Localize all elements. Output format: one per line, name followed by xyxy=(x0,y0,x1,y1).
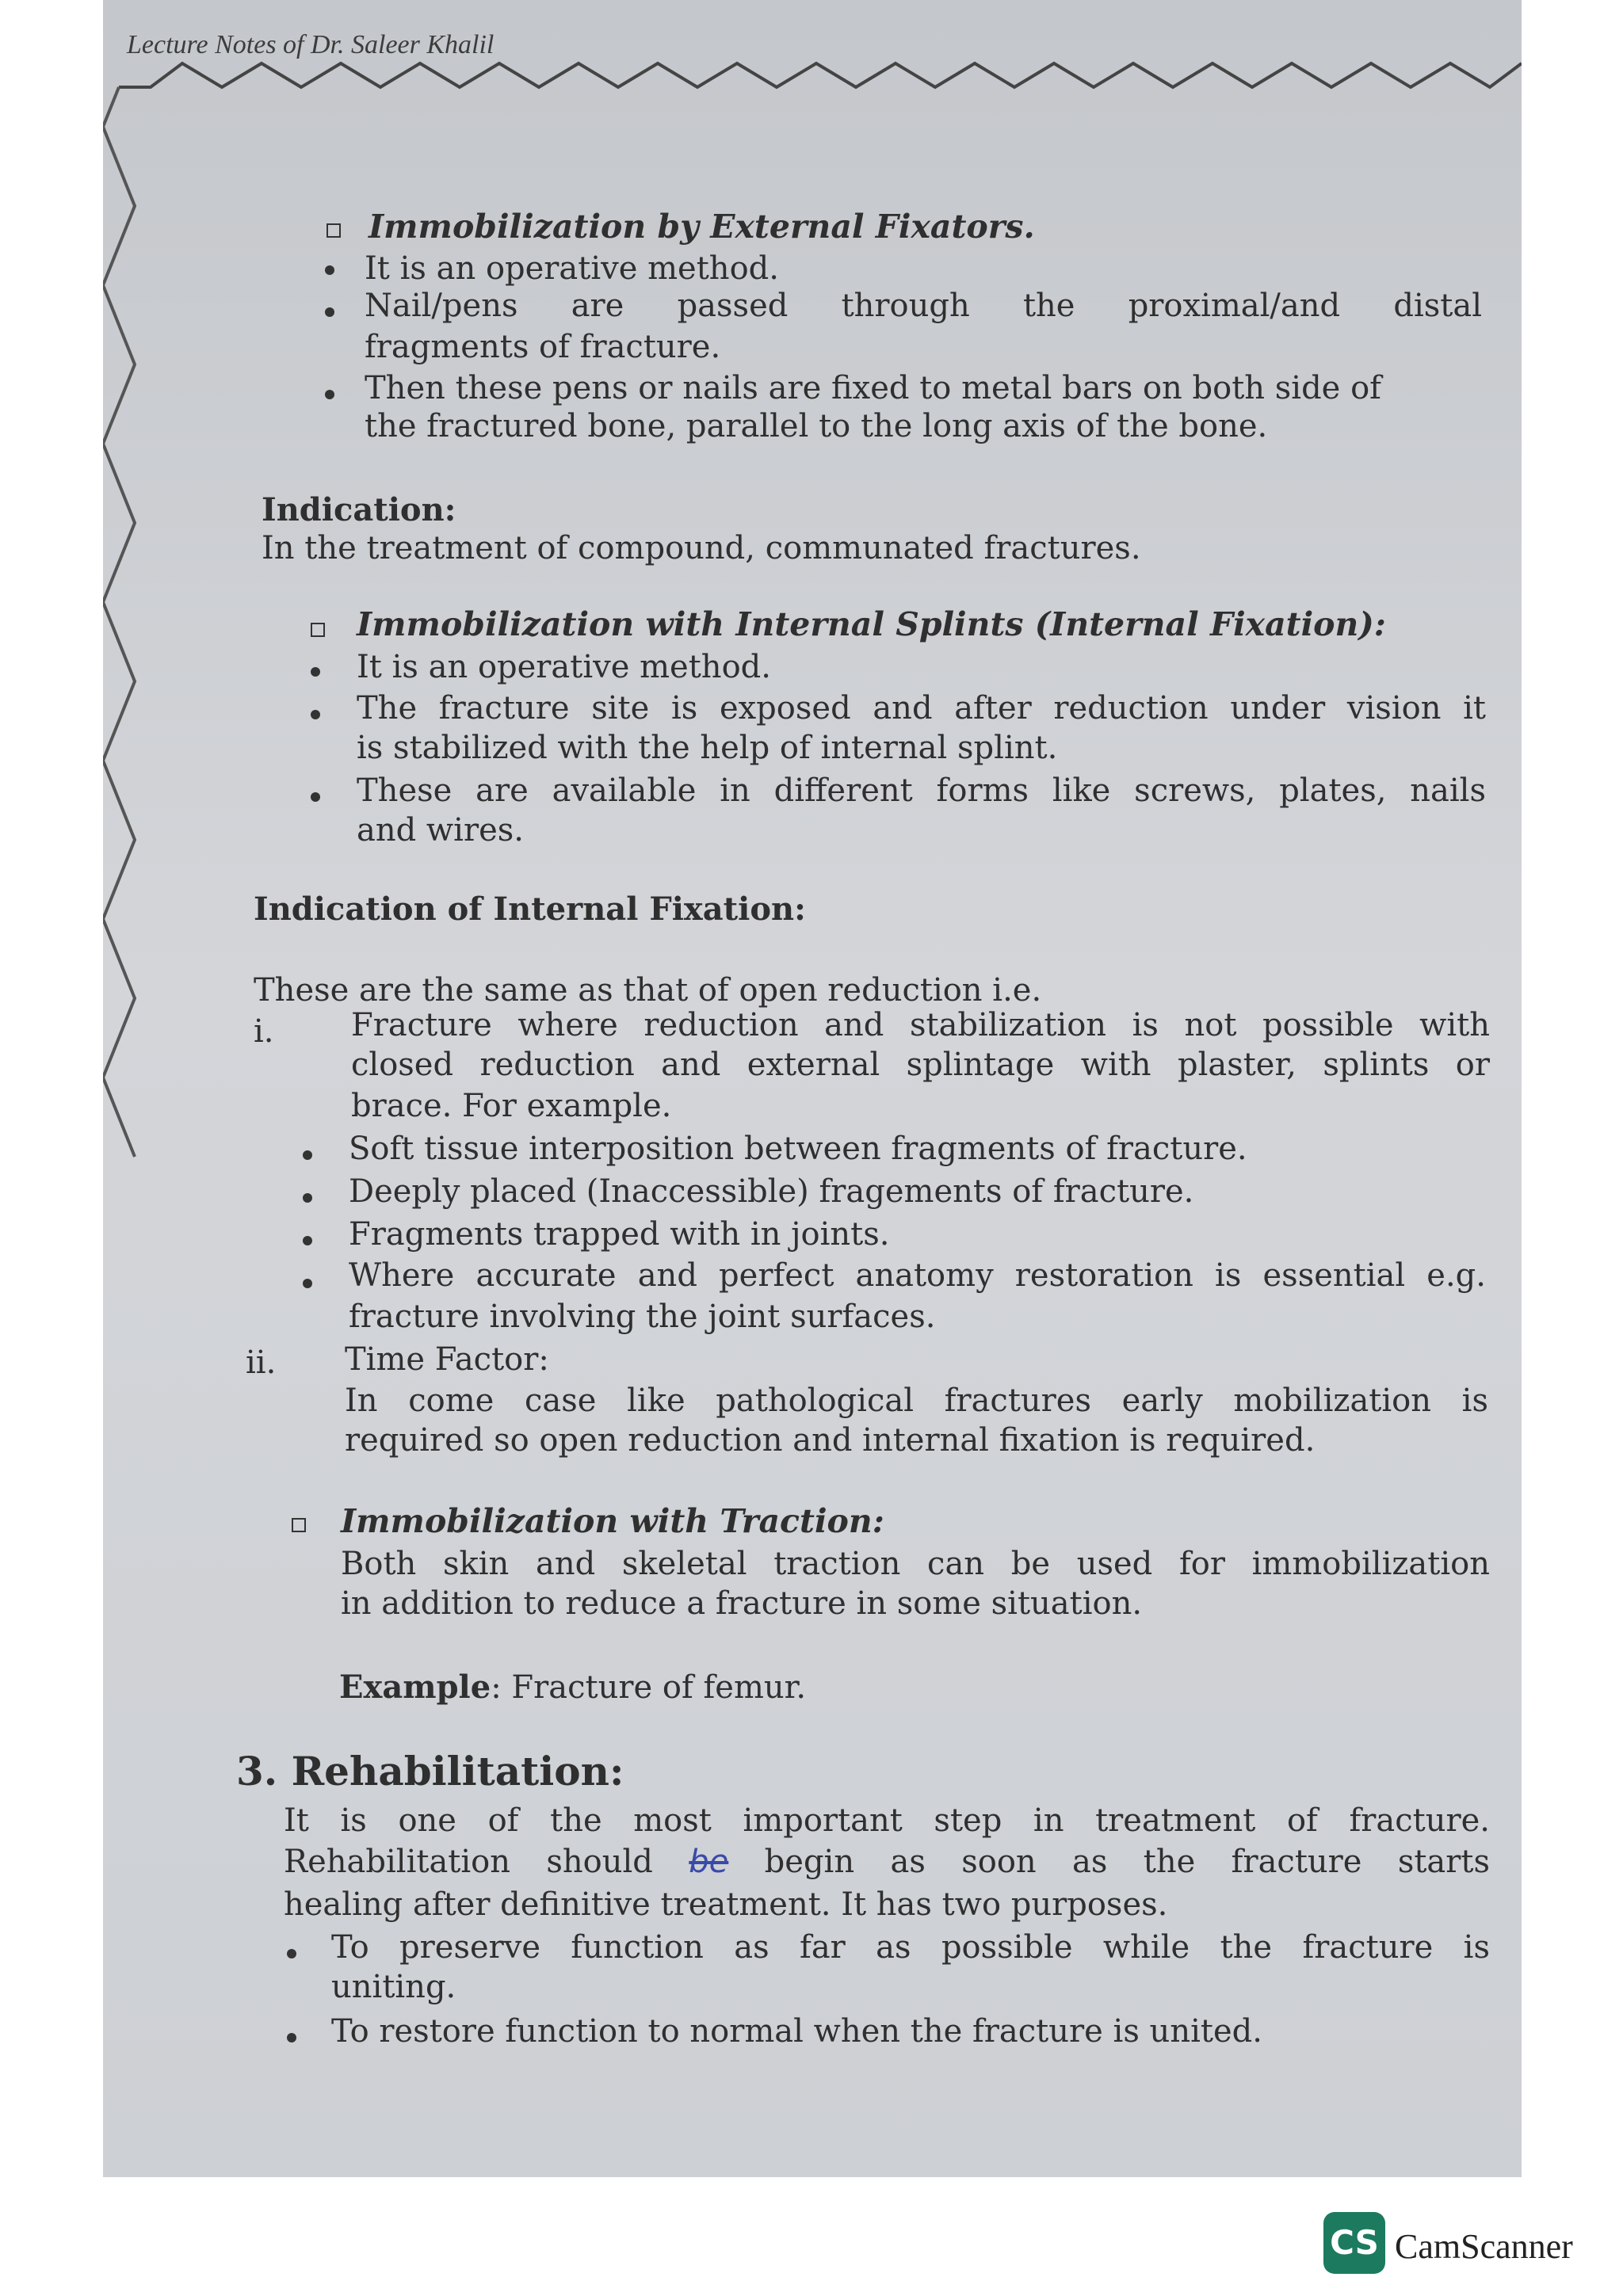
item-ii-title: Time Factor: xyxy=(345,1341,549,1378)
heading-external-fixators: Immobilization by External Fixators. xyxy=(369,208,1035,246)
checkbox-bullet-icon xyxy=(327,223,341,238)
internal-bullet-3-line1: These are available in different forms like screws, plates, nails xyxy=(357,772,1486,809)
internal-bullet-3-line2: and wires. xyxy=(357,812,524,849)
camscanner-brand: CamScanner xyxy=(1395,2227,1573,2266)
scanned-page xyxy=(103,0,1522,2177)
camscanner-logo-icon: CS xyxy=(1323,2212,1385,2274)
sub-bullet-3: Fragments trapped with in joints. xyxy=(349,1216,890,1253)
item-ii-line2: required so open reduction and internal fixation is required. xyxy=(345,1422,1316,1459)
external-bullet-2-line1: Nail/pens are passed through the proximal/and distal xyxy=(365,288,1482,324)
bullet-icon xyxy=(287,2033,296,2042)
roman-numeral-i: i. xyxy=(254,1013,274,1050)
heading-indication: Indication: xyxy=(262,491,456,528)
bullet-icon xyxy=(325,265,334,275)
item-ii-line1: In come case like pathological fractures early mobilization is xyxy=(345,1383,1488,1419)
handwritten-correction: be xyxy=(689,1844,729,1880)
internal-bullet-2-line2: is stabilized with the help of internal splint. xyxy=(357,730,1058,766)
left-zigzag-border xyxy=(103,87,135,1157)
bullet-icon xyxy=(303,1150,312,1160)
checkbox-bullet-icon xyxy=(311,623,325,637)
bullet-icon xyxy=(287,1949,296,1958)
external-bullet-3-line1: Then these pens or nails are fixed to metal bars on both side of xyxy=(365,370,1381,406)
rehab-bullet-1-line1: To preserve function as far as possible while the fracture is xyxy=(331,1929,1490,1966)
bullet-icon xyxy=(303,1236,312,1245)
item-i-line2: closed reduction and external splintage with plaster, splints or xyxy=(351,1047,1490,1083)
bullet-icon xyxy=(303,1193,312,1203)
example-label: Example xyxy=(339,1669,491,1706)
external-bullet-1: It is an operative method. xyxy=(365,250,779,287)
top-zigzag-border xyxy=(119,63,1522,87)
example-text: : Fracture of femur. xyxy=(491,1669,807,1706)
bullet-icon xyxy=(311,792,320,802)
rehab-line2-a: Rehabilitation should xyxy=(284,1844,653,1880)
bullet-icon xyxy=(325,390,334,399)
sub-bullet-2: Deeply placed (Inaccessible) fragements of fracture. xyxy=(349,1173,1194,1210)
rehab-line2-b: begin as soon as the fracture starts xyxy=(764,1844,1491,1880)
external-bullet-2-line2: fragments of fracture. xyxy=(365,329,721,365)
heading-indication-internal: Indication of Internal Fixation: xyxy=(254,891,806,928)
item-i-line1: Fracture where reduction and stabilization is not possible with xyxy=(351,1007,1490,1043)
bullet-icon xyxy=(303,1279,312,1288)
roman-numeral-ii: ii. xyxy=(246,1344,277,1381)
bullet-icon xyxy=(325,307,334,317)
external-bullet-3-line2: the fractured bone, parallel to the long axis of the bone. xyxy=(365,408,1268,444)
bullet-icon xyxy=(311,710,320,719)
internal-indication-intro: These are the same as that of open reduction i.e. xyxy=(254,972,1042,1009)
internal-bullet-2-line1: The fracture site is exposed and after reduction under vision it xyxy=(357,690,1486,727)
traction-line1: Both skin and skeletal traction can be used for immobilization xyxy=(341,1546,1490,1582)
example-line xyxy=(339,1669,806,1707)
rehab-line1: It is one of the most important step in treatment of fracture. xyxy=(284,1802,1490,1839)
internal-bullet-1: It is an operative method. xyxy=(357,649,771,685)
rehab-bullet-2: To restore function to normal when the fracture is united. xyxy=(331,2013,1262,2050)
checkbox-bullet-icon xyxy=(292,1518,306,1532)
traction-line2: in addition to reduce a fracture in some situation. xyxy=(341,1585,1143,1622)
item-i-line3: brace. For example. xyxy=(351,1088,672,1124)
sub-bullet-4-line1: Where accurate and perfect anatomy restoration is essential e.g. xyxy=(349,1257,1486,1294)
rehab-line2 xyxy=(284,1843,1490,1881)
header-title: Lecture Notes of Dr. Saleer Khalil xyxy=(127,30,495,59)
indication-text: In the treatment of compound, communated fractures. xyxy=(262,530,1141,566)
heading-rehabilitation: 3. Rehabilitation: xyxy=(236,1748,624,1794)
heading-internal-splints: Immobilization with Internal Splints (Internal Fixation): xyxy=(357,605,1386,643)
bullet-icon xyxy=(311,667,320,677)
heading-traction: Immobilization with Traction: xyxy=(341,1502,884,1540)
rehab-bullet-1-line2: uniting. xyxy=(331,1969,456,2005)
sub-bullet-1: Soft tissue interposition between fragments of fracture. xyxy=(349,1131,1247,1167)
sub-bullet-4-line2: fracture involving the joint surfaces. xyxy=(349,1299,936,1335)
rehab-line3: healing after definitive treatment. It has two purposes. xyxy=(284,1886,1168,1923)
